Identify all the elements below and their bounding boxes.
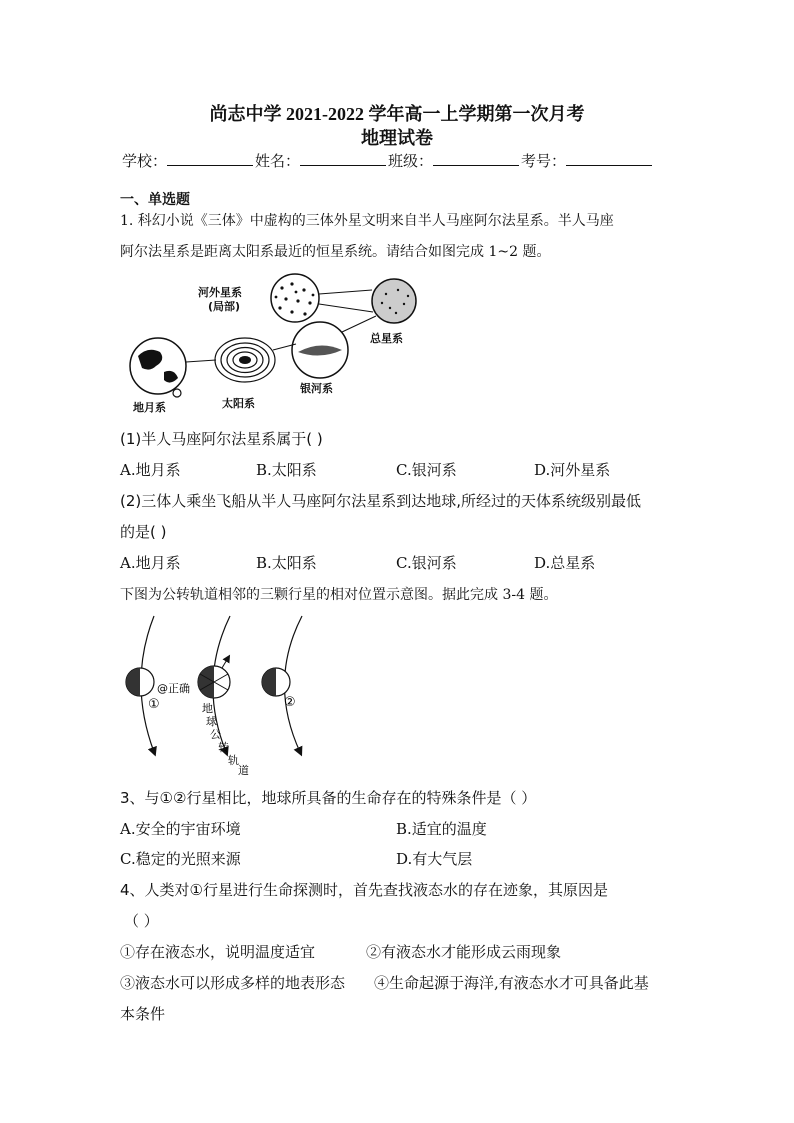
label-solar: 太阳系 xyxy=(222,397,255,410)
q2-option-d[interactable]: D.总星系 xyxy=(534,554,596,572)
q1-stem: (1)半人马座阿尔法星系属于( ) xyxy=(120,430,323,448)
q4-item-4-line2: 本条件 xyxy=(120,1005,166,1023)
q3-option-c[interactable]: C.稳定的光照来源 xyxy=(120,850,241,868)
earth-planet xyxy=(198,658,230,698)
earth-moon-globe xyxy=(130,338,186,397)
exam-title: 尚志中学 2021-2022 学年高一上学期第一次月考 xyxy=(209,104,585,124)
svg-text:地: 地 xyxy=(202,702,213,715)
exam-number-label: 考号： xyxy=(521,152,567,170)
exam-subtitle: 地理试卷 xyxy=(361,128,433,148)
orbit-vertical-label xyxy=(202,701,249,777)
q2-stem-line2: 的是( ) xyxy=(120,523,167,541)
q3-option-a[interactable]: A.安全的宇宙环境 xyxy=(120,820,241,838)
section-heading: 一、单选题 xyxy=(120,192,190,208)
celestial-systems-figure xyxy=(120,268,420,418)
q1-intro-line2: 阿尔法星系是距离太阳系最近的恒星系统。请结合如图完成 1~2 题。 xyxy=(120,244,551,260)
q2-stem-line1: (2)三体人乘坐飞船从半人马座阿尔法星系到达地球,所经过的天体系统级别最低 xyxy=(120,492,642,510)
svg-text:转: 转 xyxy=(218,741,229,754)
planet-2-label: ② xyxy=(284,695,296,710)
planet-2 xyxy=(262,668,290,696)
stamp-text: @正确 xyxy=(157,682,190,695)
student-info-row xyxy=(122,150,654,171)
name-label: 姓名： xyxy=(255,152,301,170)
q3-stem: 3、与①②行星相比，地球所具备的生命存在的特殊条件是（ ） xyxy=(120,789,537,807)
svg-text:公: 公 xyxy=(210,728,221,741)
label-extragalactic: 河外星系 xyxy=(198,286,242,299)
svg-text:道: 道 xyxy=(238,764,249,777)
q4-item-3: ③液态水可以形成多样的地表形态 xyxy=(120,974,346,992)
svg-text:轨: 轨 xyxy=(228,754,239,767)
planet-1-label: ① xyxy=(148,697,160,712)
label-milky-way: 银河系 xyxy=(300,382,333,395)
q4-item-1: ①存在液态水，说明温度适宜 xyxy=(120,943,316,961)
q1-option-a[interactable]: A.地月系 xyxy=(120,461,181,479)
label-local: (局部) xyxy=(208,300,241,313)
label-universe: 总星系 xyxy=(370,332,403,345)
q3-option-b[interactable]: B.适宜的温度 xyxy=(396,820,487,838)
planet-orbits-figure xyxy=(118,612,318,778)
exam-number-blank[interactable] xyxy=(566,151,652,166)
school-blank[interactable] xyxy=(167,151,253,166)
q4-stem-line2: （ ） xyxy=(124,912,159,930)
class-label: 班级： xyxy=(388,152,434,170)
q1-option-c[interactable]: C.银河系 xyxy=(396,461,457,479)
q1-intro-line1: 1. 科幻小说《三体》中虚构的三体外星文明来自半人马座阿尔法星系。半人马座 xyxy=(120,213,614,229)
q4-item-2: ②有液态水才能形成云雨现象 xyxy=(366,943,562,961)
q3-option-d[interactable]: D.有大气层 xyxy=(396,850,473,868)
q1-option-b[interactable]: B.太阳系 xyxy=(256,461,317,479)
q34-intro: 下图为公转轨道相邻的三颗行星的相对位置示意图。据此完成 3-4 题。 xyxy=(120,587,558,603)
q1-option-d[interactable]: D.河外星系 xyxy=(534,461,611,479)
solar-system-disk xyxy=(215,338,275,382)
class-blank[interactable] xyxy=(433,151,519,166)
universe-circle xyxy=(372,279,416,323)
q4-item-4-line1: ④生命起源于海洋,有液态水才可具备此基 xyxy=(374,974,649,992)
school-label: 学校： xyxy=(122,152,168,170)
q4-stem-line1: 4、人类对①行星进行生命探测时，首先查找液态水的存在迹象，其原因是 xyxy=(120,881,608,899)
milky-way-circle xyxy=(292,322,348,378)
name-blank[interactable] xyxy=(300,151,386,166)
extragalactic-circle xyxy=(271,274,319,322)
q2-option-c[interactable]: C.银河系 xyxy=(396,554,457,572)
svg-text:球: 球 xyxy=(206,715,217,728)
label-earth-moon: 地月系 xyxy=(133,401,166,414)
q2-option-a[interactable]: A.地月系 xyxy=(120,554,181,572)
q2-option-b[interactable]: B.太阳系 xyxy=(256,554,317,572)
planet-1 xyxy=(126,668,154,696)
